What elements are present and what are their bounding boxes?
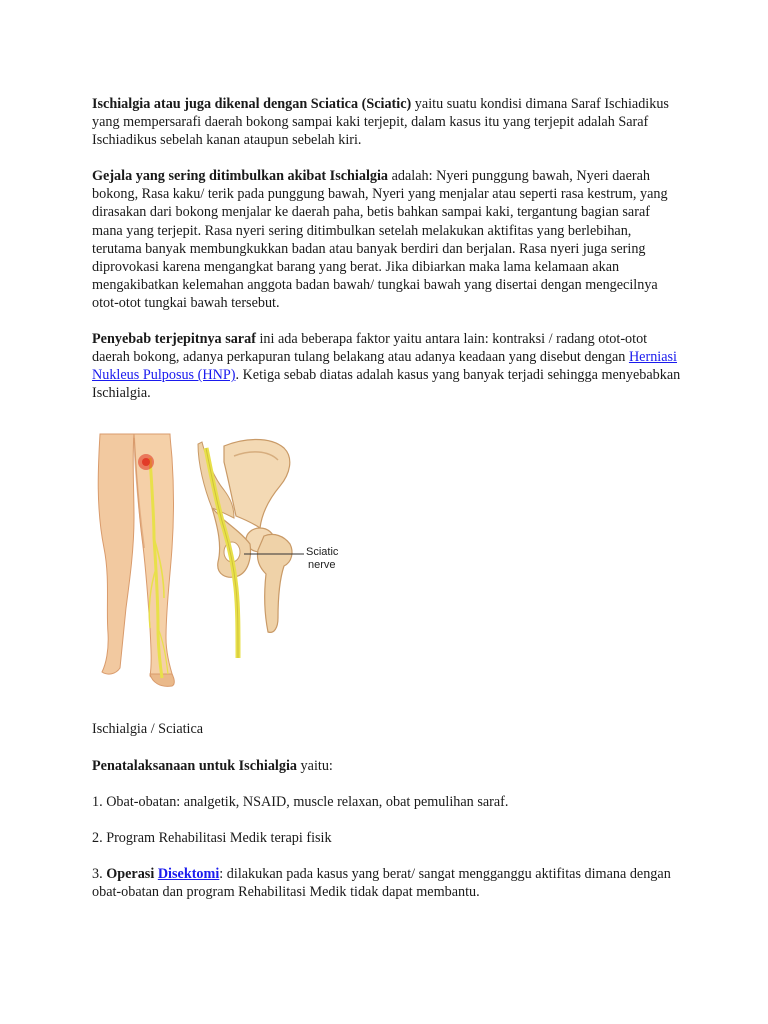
list-item-rehabilitation: 2. Program Rehabilitasi Medik terapi fisik <box>92 829 332 846</box>
paragraph-symptoms <box>92 167 682 312</box>
treatment-heading: Penatalaksanaan untuk Ischialgia <box>92 757 297 774</box>
causes-heading: Penyebab terjepitnya saraf <box>92 331 256 348</box>
disektomi-link[interactable]: Disektomi <box>157 865 220 882</box>
hnp-link[interactable]: Herniasi Nukleus Pulposus (HNP) <box>92 349 678 384</box>
nerve-label-line1: Sciatic <box>306 546 339 559</box>
paragraph-treatment <box>92 757 682 775</box>
paragraph-definition <box>92 95 682 149</box>
causes-text: ini ada beberapa faktor yaitu antara lain: kontraksi / radang otot-otot daerah bokong, adanya perkapuran tulang belakang atau adanya keadaan yang disebut dengan <box>92 331 648 366</box>
treatment-text: yaitu: <box>297 757 333 774</box>
nerve-label-line2: nerve <box>308 559 336 572</box>
figure-caption: Ischialgia / Sciatica <box>92 721 204 738</box>
causes-text-end: . Ketiga sebab diatas adalah kasus yang banyak terjadi sehingga menyebabkan Ischialgia. <box>92 367 681 402</box>
pelvis-drawing <box>198 440 304 659</box>
list-item-medication: 1. Obat-obatan: analgetik, NSAID, muscle relaxan, obat pemulihan saraf. <box>92 793 509 810</box>
symptoms-text: adalah: Nyeri punggung bawah, Nyeri daerah bokong, Rasa kaku/ terik pada punggung bawah, Nyeri yang menjalar atau seperti rasa kestrum, yang dirasakan dari bokong menjalar ke daerah paha, betis bahkan sampai kaki, tergantung bagian saraf mana yang terjepit. Rasa nyeri sering ditimbulkan setelah melakukan aktifitas yang berlebihan, terutama banyak membungkukkan badan atau banyak berdiri dan berjalan. Rasa nyeri juga sering diprovokasi karena mengangkat barang yang berat. Jika dibiarkan maka lama kelamaan akan mengakibatkan kelemahan anggota badan bawah/ tungkai bawah yang disertai dengan mengecilnya otot-otot tungkai bawah tersebut. <box>92 168 668 311</box>
anatomy-image <box>94 428 384 690</box>
surgery-number: 3. <box>92 865 107 882</box>
list-item-surgery <box>92 865 682 901</box>
symptoms-heading: Gejala yang sering ditimbulkan akibat Ischialgia <box>92 168 389 185</box>
definition-heading: Ischialgia atau juga dikenal dengan Sciatica (Sciatic) <box>92 96 412 112</box>
document-body <box>92 95 682 919</box>
paragraph-causes <box>92 330 682 402</box>
sciatica-illustration <box>94 428 384 690</box>
definition-text: yaitu suatu kondisi dimana Saraf Ischiadikus yang mempersarafi daerah bokong sampai kaki terjepit, dalam kasus itu yang terjepit adalah Saraf Ischiadikus sebelah kanan ataupun sebelah kiri. <box>92 96 669 149</box>
surgery-text: : dilakukan pada kasus yang berat/ sangat mengganggu aktifitas dimana dengan obat-obatan dan program Rehabilitasi Medik tidak dapat membantu. <box>92 865 671 900</box>
surgery-heading: Operasi <box>106 865 155 882</box>
leg-drawing <box>98 434 174 686</box>
